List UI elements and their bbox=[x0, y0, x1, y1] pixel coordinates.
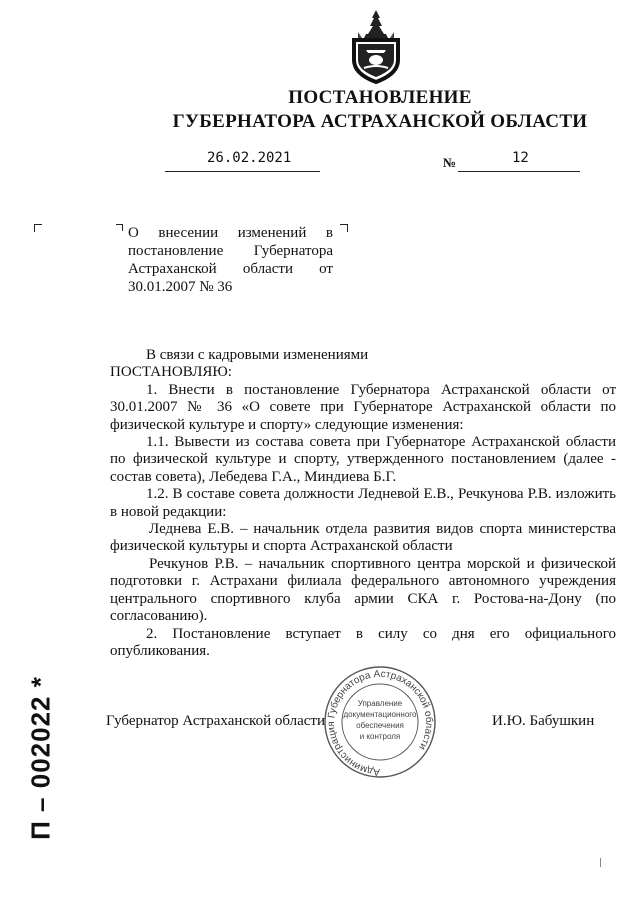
stamp-line-2: документационного bbox=[343, 710, 417, 719]
intro-paragraph: В связи с кадровыми изменениями bbox=[146, 347, 369, 363]
clause-1-1: 1.1. Вывести из состава совета при Губернаторе Астраханской области по физической культуре и спорту, утвержденного постановлением (далее - состав совета), Лебедева Г.А., Миндиева Б.Г. bbox=[110, 434, 616, 485]
clause-1: 1. Внести в постановление Губернатора Астраханской области от 30.01.2007 № 36 «О совете при Губернаторе Астраханской области по физической культуре и спорту» следующие изменения: bbox=[110, 381, 616, 433]
stamp-line-4: и контроля bbox=[359, 732, 401, 741]
margin-corner-mark bbox=[34, 224, 42, 232]
clause-1-2: 1.2. В составе совета должности Ледневой Е.В., Речкунова Р.В. изложить в новой редакции: bbox=[110, 486, 616, 520]
signer-name: И.Ю. Бабушкин bbox=[492, 713, 595, 729]
registration-number: П – 002022 * bbox=[25, 676, 56, 840]
coat-of-arms-emblem bbox=[344, 8, 408, 84]
signer-position: Губернатор Астраханской области bbox=[106, 713, 326, 729]
member-rechkunov: Речкунов Р.В. – начальник спортивного центра морской и физической подготовки г. Астрахани филиала федерального автономного учреждения центрального спортивного клуба армии СКА г. Ростова-на-Дону (по согласованию). bbox=[110, 555, 616, 625]
document-type-title: ПОСТАНОВЛЕНИЕ bbox=[288, 87, 472, 108]
date-underline bbox=[165, 171, 320, 172]
stamp-ring-text: Администрация Губернатора Астраханской области bbox=[326, 668, 435, 778]
decree-heading: ПОСТАНОВЛЯЮ: bbox=[110, 364, 232, 381]
stamp-line-3: обеспечения bbox=[356, 721, 404, 730]
official-stamp bbox=[317, 666, 443, 778]
registration-mark bbox=[20, 676, 62, 840]
clause-2: 2. Постановление вступает в силу со дня его официального опубликования. bbox=[110, 625, 616, 659]
number-underline bbox=[458, 171, 580, 172]
scan-edge-mark bbox=[600, 858, 601, 867]
number-sign: № bbox=[443, 155, 457, 170]
document-subject: О внесении изменений в постановление Губернатора Астраханской области от 30.01.2007 № 36 bbox=[128, 225, 333, 295]
stamp-line-1: Управление bbox=[357, 699, 403, 708]
document-number: 12 bbox=[512, 150, 529, 166]
document-body bbox=[110, 347, 616, 660]
document-date: 26.02.2021 bbox=[207, 150, 292, 166]
member-ledneva: Леднева Е.В. – начальник отдела развития видов спорта министерства физической культуры и спорта Астраханской области bbox=[110, 521, 616, 555]
subject-corner-mark-right bbox=[340, 224, 348, 232]
subject-corner-mark bbox=[116, 224, 123, 231]
issuer-title: ГУБЕРНАТОРА АСТРАХАНСКОЙ ОБЛАСТИ bbox=[172, 111, 588, 132]
